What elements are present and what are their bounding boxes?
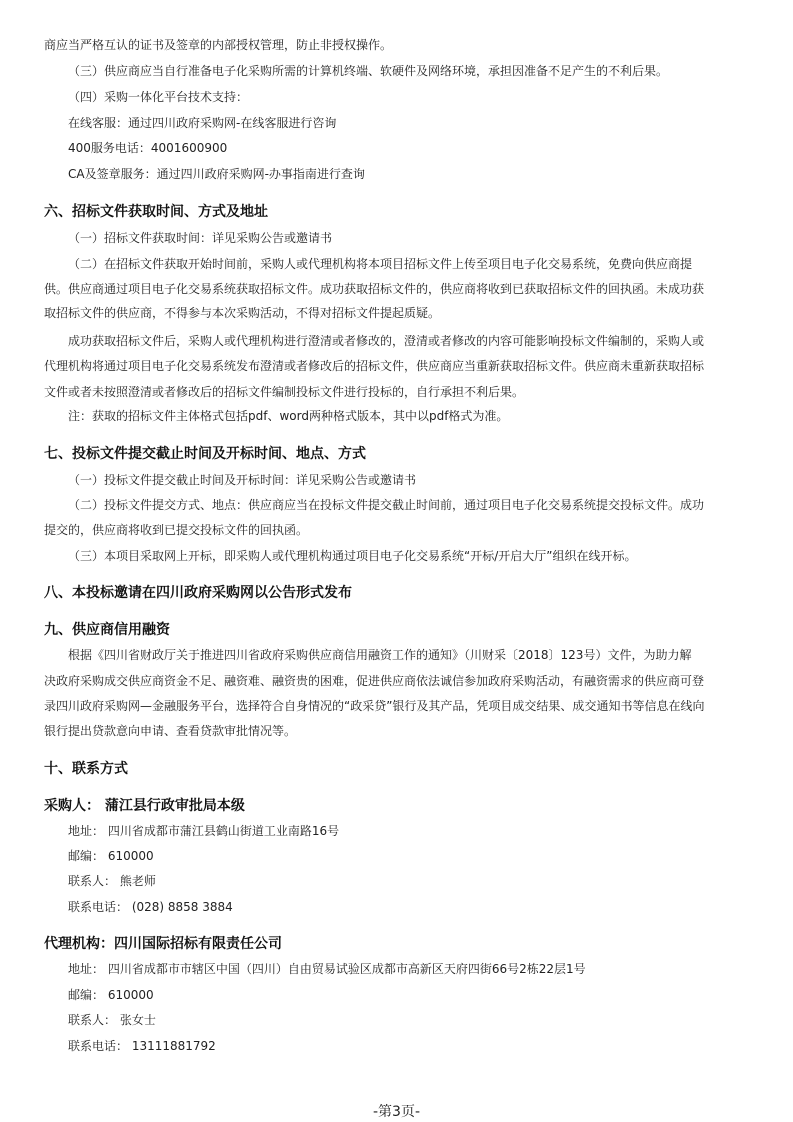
section-heading: 九、供应商信用融资 — [44, 622, 170, 638]
text-line: 400服务电话：4001600900 — [68, 141, 228, 155]
section-heading: 七、投标文件提交截止时间及开标时间、地点、方式 — [44, 446, 366, 462]
section-heading: 十、联系方式 — [44, 761, 128, 777]
agency-contact: 联系人： 张女士 — [68, 1013, 156, 1027]
purchaser-phone: 联系电话： (028) 8858 3884 — [68, 900, 233, 914]
text-line: （三）本项目采取网上开标，即采购人或代理机构通过项目电子化交易系统“开标/开启大厅”组织在线开标。 — [68, 549, 637, 563]
agency-postcode: 邮编： 610000 — [68, 988, 154, 1002]
text-line: 录四川政府采购网—金融服务平台，选择符合自身情况的“政采贷”银行及其产品，凭项目成交结果、成交通知书等信息在线向 — [44, 699, 705, 713]
text-line: 文件或者未按照澄清或者修改后的招标文件编制投标文件进行投标的，自行承担不利后果。 — [44, 385, 525, 399]
purchaser-address: 地址： 四川省成都市蒲江县鹤山街道工业南路16号 — [68, 824, 340, 838]
text-line: （一）招标文件获取时间：详见采购公告或邀请书 — [68, 231, 333, 245]
text-line: 在线客服：通过四川政府采购网-在线客服进行咨询 — [68, 116, 337, 130]
text-line: 决政府采购成交供应商资金不足、融资难、融资贵的困难，促进供应商依法诚信参加政府采购活动，有融资需求的供应商可登 — [44, 674, 705, 688]
text-line: 成功获取招标文件后，采购人或代理机构进行澄清或者修改的，澄清或者修改的内容可能影响投标文件编制的，采购人或 — [68, 334, 705, 348]
agency-phone: 联系电话： 13111881792 — [68, 1039, 216, 1053]
text-line: 商应当严格互认的证书及签章的内部授权管理，防止非授权操作。 — [44, 38, 393, 52]
text-line: 代理机构将通过项目电子化交易系统发布澄清或者修改后的招标文件，供应商应当重新获取招标文件。供应商未重新获取招标 — [44, 359, 705, 373]
text-line: （三）供应商应当自行准备电子化采购所需的计算机终端、软硬件及网络环境，承担因准备不足产生的不利后果。 — [68, 64, 669, 78]
text-line: （二）在招标文件获取开始时间前，采购人或代理机构将本项目招标文件上传至项目电子化交易系统，免费向供应商提 — [68, 257, 693, 271]
text-line: （四）采购一体化平台技术支持： — [68, 90, 249, 104]
text-line: 提交的，供应商将收到已提交投标文件的回执函。 — [44, 523, 309, 537]
purchaser-title: 采购人： 蒲江县行政审批局本级 — [44, 798, 245, 814]
purchaser-postcode: 邮编： 610000 — [68, 849, 154, 863]
page-number: -第3页- — [372, 1104, 420, 1120]
agency-title: 代理机构：四川国际招标有限责任公司 — [44, 936, 282, 952]
agency-address: 地址： 四川省成都市市辖区中国（四川）自由贸易试验区成都市高新区天府四街66号2栋22层1号 — [68, 962, 586, 976]
text-line: （一）投标文件提交截止时间及开标时间：详见采购公告或邀请书 — [68, 473, 417, 487]
text-line: （二）投标文件提交方式、地点：供应商应当在投标文件提交截止时间前，通过项目电子化交易系统提交投标文件。成功 — [68, 498, 705, 512]
text-line: 根据《四川省财政厅关于推进四川省政府采购供应商信用融资工作的通知》（川财采〔2018〕123号）文件，为助力解 — [68, 648, 692, 662]
section-heading: 八、本投标邀请在四川政府采购网以公告形式发布 — [44, 585, 352, 601]
text-line: CA及签章服务：通过四川政府采购网-办事指南进行查询 — [68, 167, 365, 181]
text-line: 供。供应商通过项目电子化交易系统获取招标文件。成功获取招标文件的，供应商将收到已获取招标文件的回执函。未成功获 — [44, 282, 705, 296]
section-heading: 六、招标文件获取时间、方式及地址 — [44, 204, 268, 220]
text-line: 银行提出贷款意向申请、查看贷款审批情况等。 — [44, 724, 297, 738]
text-line: 注：获取的招标文件主体格式包括pdf、word两种格式版本，其中以pdf格式为准。 — [68, 409, 509, 423]
purchaser-contact: 联系人： 熊老师 — [68, 874, 156, 888]
text-line: 取招标文件的供应商，不得参与本次采购活动，不得对招标文件提起质疑。 — [44, 306, 441, 320]
